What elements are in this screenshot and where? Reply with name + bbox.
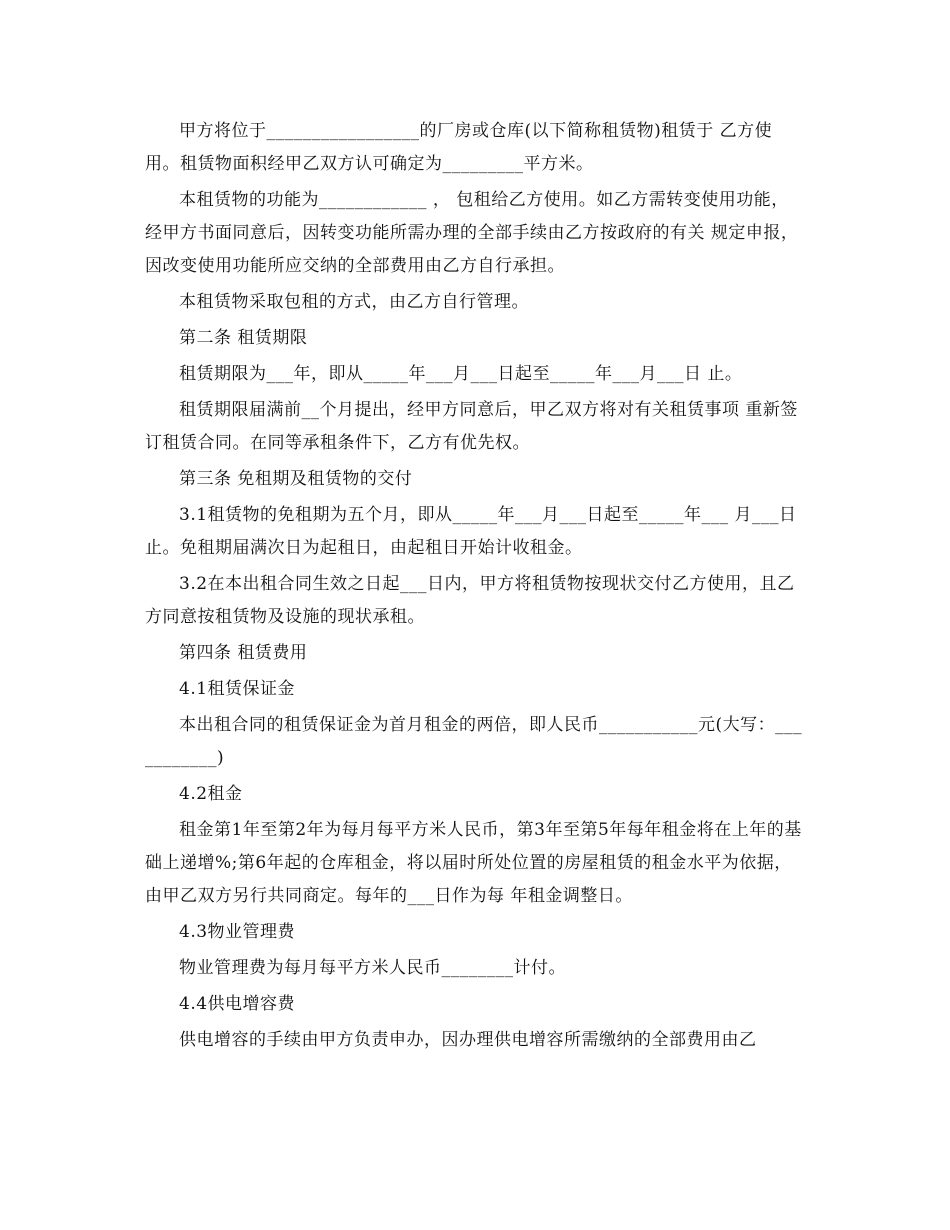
paragraph-premises: 甲方将位于_________________的厂房或仓库(以下简称租赁物)租赁于 乙方使用。租赁物面积经甲乙双方认可确定为_________平方米。 <box>145 121 773 174</box>
section-heading-lease-term: 第二条 租赁期限 <box>179 328 308 348</box>
subheading-4-2: 4.2租金 <box>179 784 243 804</box>
paragraph-3-2: 3.2在本出租合同生效之日起___日内，甲方将租赁物按现状交付乙方使用，且乙方同意按租赁物及设施的现状承租。 <box>145 574 795 627</box>
paragraph-function: 本租赁物的功能为____________ ， 包租给乙方使用。如乙方需转变使用功能，经甲方书面同意后，因转变功能所需办理的全部手续由乙方按政府的有关 规定申报，因改变使用功能所应交纳的全部费用由乙方自行承担。 <box>145 190 799 276</box>
paragraph-power-capacity: 供电增容的手续由甲方负责申办，因办理供电增容所需缴纳的全部费用由乙 <box>179 1030 757 1050</box>
paragraph-lease-period: 租赁期限为___年，即从_____年___月___日起至_____年___月___日 止。 <box>179 364 743 384</box>
paragraph-deposit: 本出租合同的租赁保证金为首月租金的两倍，即人民币___________元(大写：___________) <box>145 715 803 768</box>
section-heading-rent-free: 第三条 免租期及租赁物的交付 <box>179 469 413 489</box>
subheading-4-4: 4.4供电增容费 <box>179 994 296 1014</box>
section-heading-fees: 第四条 租赁费用 <box>179 643 308 663</box>
paragraph-property-fee: 物业管理费为每月每平方米人民币________计付。 <box>179 958 566 978</box>
subheading-4-3: 4.3物业管理费 <box>179 922 296 942</box>
paragraph-rent: 租金第1年至第2年为每月每平方米人民币，第3年至第5年每年租金将在上年的基础上递增%;第6年起的仓库租金，将以届时所处位置的房屋租赁的租金水平为依据，由甲乙双方另行共同商定。每年的___日作为每 年租金调整日。 <box>145 820 802 906</box>
paragraph-renewal: 租赁期限届满前__个月提出，经甲方同意后，甲乙双方将对有关租赁事项 重新签订租赁合同。在同等承租条件下，乙方有优先权。 <box>145 400 798 453</box>
paragraph-3-1: 3.1租赁物的免租期为五个月，即从_____年___月___日起至_____年___ 月___日止。免租期届满次日为起租日，由起租日开始计收租金。 <box>145 505 797 558</box>
subheading-4-1: 4.1租赁保证金 <box>179 679 296 699</box>
paragraph-lease-mode: 本租赁物采取包租的方式，由乙方自行管理。 <box>179 292 529 312</box>
document-body <box>145 115 805 1060</box>
